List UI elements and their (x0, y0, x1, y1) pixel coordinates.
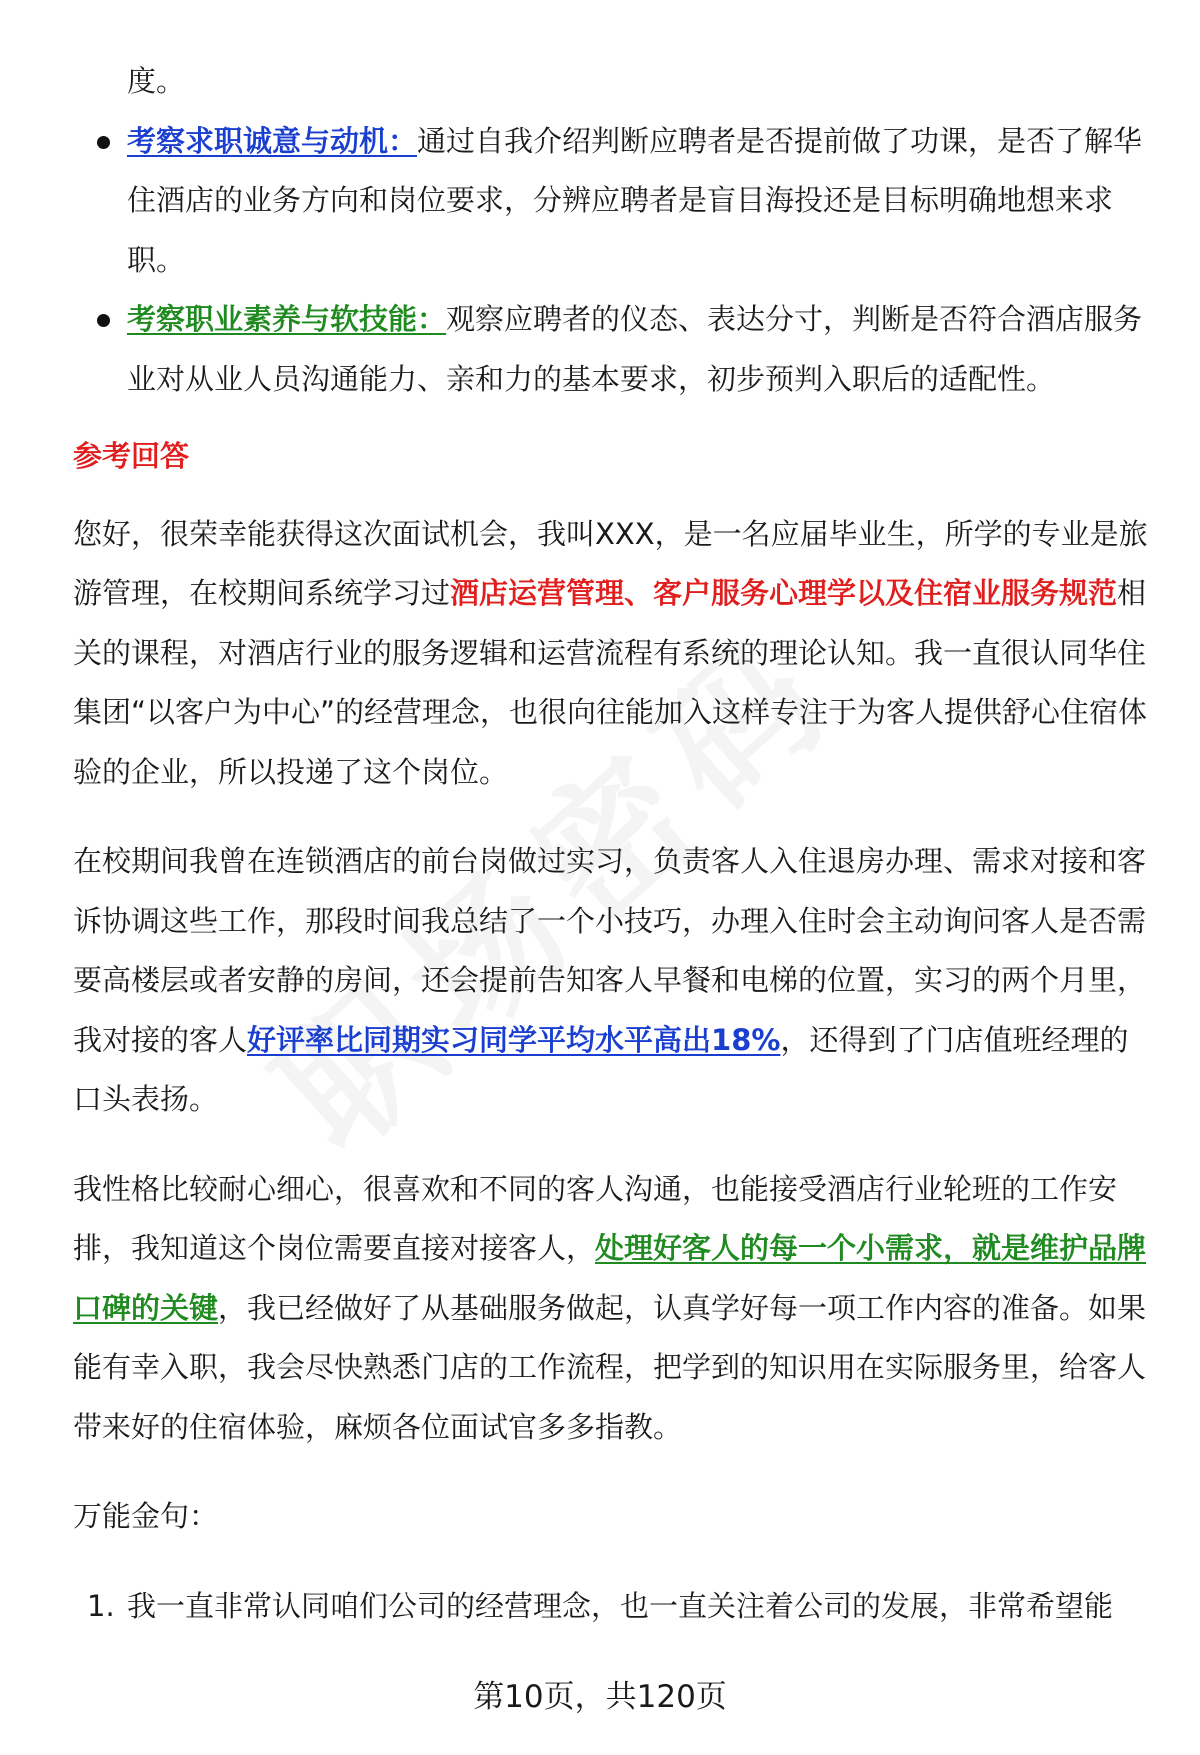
answer-paragraph-1 (73, 505, 1153, 803)
paragraph-text: 在校期间我曾在连锁酒店的前台岗做过实习，负责客人入住退房办理、需求对接和客诉协调这些工作，那段时间我总结了一个小技巧，办理入住时会主动询问客人是否需要高楼层或者安静的房间，还会提前告知客人早餐和电梯的位置，实习的两个月里，我对接的客人 (73, 844, 1147, 1057)
paragraph-text: 我性格比较耐心细心，很喜欢和不同的客人沟通，也能接受酒店行业轮班的工作安排，我知道这个岗位需要直接对接客人， (73, 1171, 1118, 1265)
bullet-motivation (73, 112, 1153, 291)
bullet-text: 通过自我介绍判断应聘者是否提前做了功课，是否了解华住酒店的业务方向和岗位要求，分辨应聘者是盲目海投还是目标明确地想来求职。 (127, 123, 1143, 277)
golden-sentences-title: 万能金句： (73, 1499, 219, 1533)
paragraph-text: 相关的课程，对酒店行业的服务逻辑和运营流程有系统的理论认知。我一直很认同华住集团“以客户为中心”的经营理念，也很向往能加入这样专注于为客人提供舒心住宿体验的企业，所以投递了这个岗位。 (73, 576, 1148, 789)
item-text: 我一直非常认同咱们公司的经营理念，也一直关注着公司的发展，非常希望能 (127, 1588, 1114, 1623)
page-footer: 第10页，共120页 (473, 1679, 727, 1715)
highlight-text: 处理好客人的每一个小需求，就是维护品牌口碑的关键 (73, 1231, 1147, 1325)
paragraph-text: ，我已经做好了从基础服务做起，认真学好每一项工作内容的准备。如果能有幸入职，我会尽快熟悉门店的工作流程，把学到的知识用在实际服务里，给客人带来好的住宿体验，麻烦各位面试官多多指教。 (73, 1290, 1147, 1444)
bullet-label: 考察求职诚意与动机： (127, 123, 418, 158)
paragraph-text: 您好，很荣幸能获得这次面试机会，我叫XXX，是一名应届毕业生，所学的专业是旅游管理，在校期间系统学习过 (73, 516, 1148, 610)
evaluation-bullets (73, 112, 1153, 410)
answer-paragraph-2 (73, 832, 1153, 1130)
bullet-dot-icon (97, 314, 110, 327)
bullet-label: 考察职业素养与软技能： (127, 302, 447, 336)
bullet-dot-icon (97, 136, 110, 149)
section-title: 参考回答 (73, 439, 190, 473)
continued-text: 度。 (127, 64, 186, 98)
answer-paragraph-3 (73, 1160, 1153, 1458)
paragraph-text: ，还得到了门店值班经理的口头表扬。 (73, 1022, 1129, 1116)
highlight-text: 酒店运营管理、客户服务心理学以及住宿业服务规范 (450, 576, 1118, 610)
bullet-soft-skills (73, 290, 1153, 409)
golden-item (73, 1577, 1153, 1637)
item-number: 1. (87, 1588, 115, 1623)
bullet-text: 观察应聘者的仪态、表达分寸，判断是否符合酒店服务业对从业人员沟通能力、亲和力的基本要求，初步预判入职后的适配性。 (127, 302, 1143, 396)
content-body (73, 52, 1153, 1636)
highlight-text: 好评率比同期实习同学平均水平高出18% (247, 1022, 781, 1057)
